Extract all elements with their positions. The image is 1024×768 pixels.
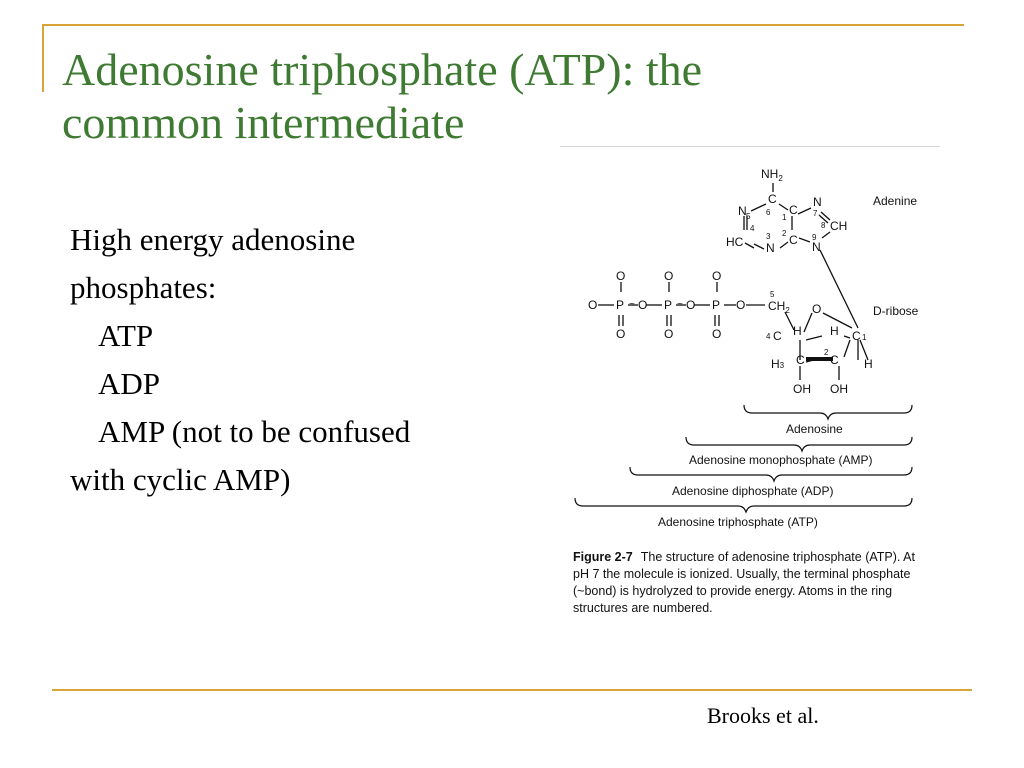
atom-c5: C [789,203,798,217]
num-4-prime: 4 [766,332,771,341]
frame-left-rule [42,24,44,92]
list-item-continuation: with cyclic AMP) [70,462,291,497]
title-underline [560,146,940,147]
atom-c2-prime: C [830,353,839,367]
num-2-prime: 2 [824,348,829,357]
atom-c1-prime: C [852,329,861,343]
num-7: 7 [813,209,818,218]
atom-n1: N [738,204,747,218]
title-line-2: common intermediate [62,96,465,148]
atom-p: P [616,298,625,312]
atom-o: O [736,298,746,312]
atom-o: O [686,298,696,312]
atom-c3-prime: C [796,353,805,367]
atom-nh2: $NH_2$ [761,167,783,183]
num-1-prime: 1 [862,333,867,342]
atom-ch2: $CH_2$ [768,299,790,315]
ring-oxygen: O [812,302,822,316]
num-5: 5 [746,212,751,221]
footer-citation: Brooks et al. [707,703,819,728]
d-ribose-label: D-ribose [873,304,919,318]
atom-o: O [638,298,648,312]
atom-p: P [712,298,721,312]
amp-label: Adenosine monophosphate (AMP) [689,453,873,467]
intro-line-1: High energy adenosine [70,222,356,257]
caption-label: Figure 2-7 [573,550,633,564]
hydroxyl-2: OH [830,382,848,396]
frame-top-rule [42,24,964,26]
atom-c8h: CH [830,219,848,233]
tilde-bond: ~ [677,299,683,310]
atom-o: O [664,327,674,341]
list-item-atp: ATP [98,318,154,353]
slide-title [62,44,882,150]
atp-label: Adenosine triphosphate (ATP) [658,515,818,529]
atom-h: H [793,324,802,338]
atom-h3: H3 [771,357,785,371]
atom-o: O [588,298,598,312]
atom-hc2: HC [726,235,744,249]
num-6: 6 [766,208,771,217]
adenosine-label: Adenosine [786,422,843,436]
atom-n3: N [766,241,775,255]
atom-o: O [712,327,722,341]
adp-label: Adenosine diphosphate (ADP) [672,484,834,498]
num-3: 3 [766,232,771,241]
intro-line-2: phosphates: [70,270,217,305]
num-8: 8 [821,221,826,230]
bottom-rule [52,689,972,691]
tilde-bond: ~ [629,299,635,310]
body-text [70,216,540,504]
atom-o: O [712,269,722,283]
atom-c4-prime: C [773,329,782,343]
list-item-adp: ADP [98,366,161,401]
atom-c4: C [789,233,798,247]
atom-h: H [830,324,839,338]
hydroxyl-3: OH [793,382,811,396]
num-1: 1 [782,213,787,222]
num-2: 2 [782,229,787,238]
atom-o: O [616,327,626,341]
atom-c6: C [768,192,777,206]
num-9: 9 [812,233,817,242]
list-item-amp: AMP (not to be confused [98,414,411,449]
atom-n7: N [813,195,822,209]
caption-text: The structure of adenosine triphosphate (ATP). At pH 7 the molecule is ionized. Usually, the terminal phosphate (~bond) is hydrolyzed to provide energy. Atoms in the ring structures are numbered. [573,550,915,615]
num-5-prime: 5 [770,290,775,299]
atom-o: O [664,269,674,283]
num-4: 4 [750,224,755,233]
atom-h: H [864,357,873,371]
atom-o: O [616,269,626,283]
adenine-label: Adenine [873,194,918,208]
figure-caption [573,549,933,617]
title-line-1: Adenosine triphosphate (ATP): the [62,44,703,95]
atom-p: P [664,298,673,312]
atom-n9: N [812,240,821,254]
